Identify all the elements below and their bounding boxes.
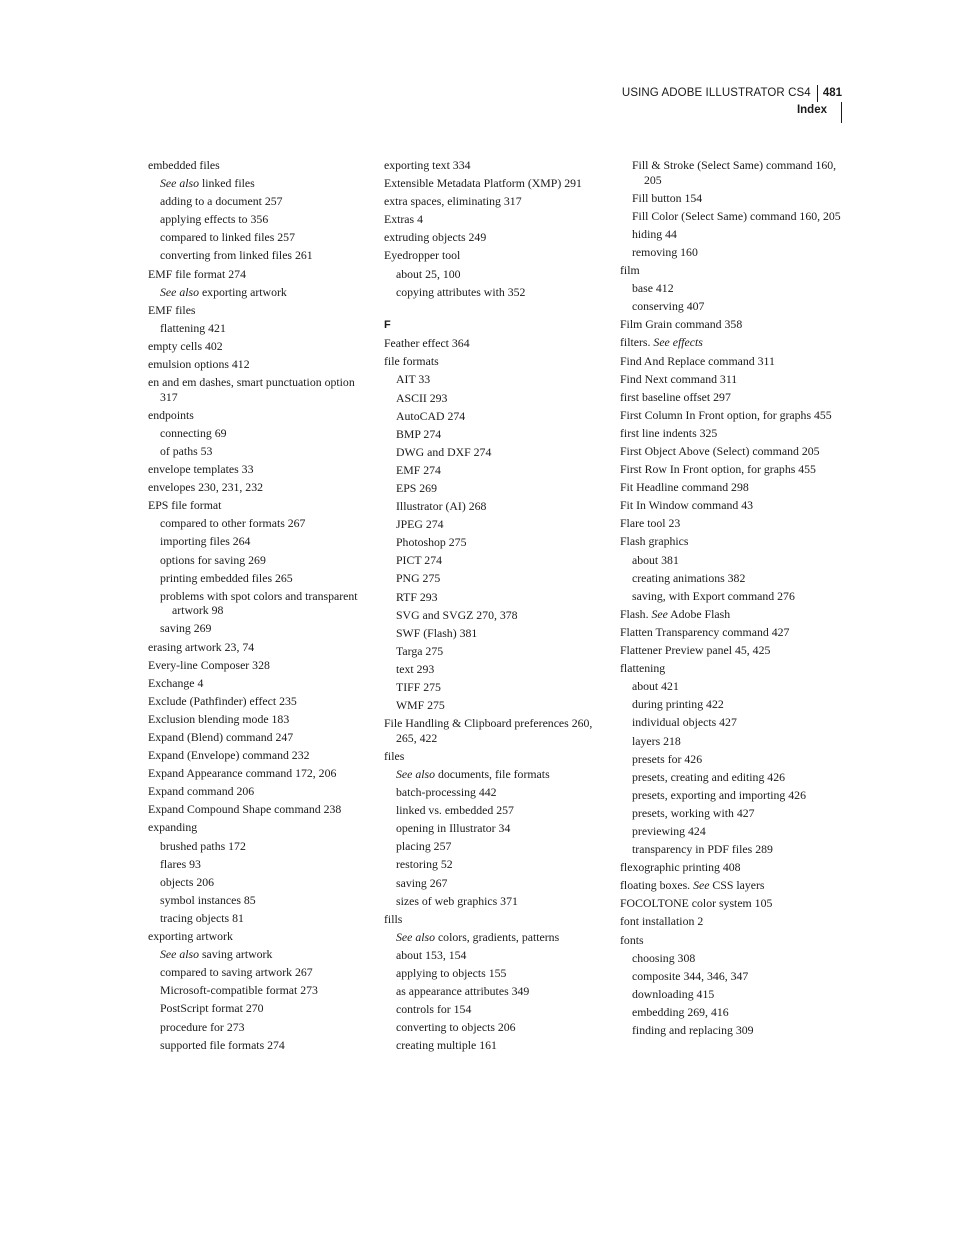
- index-entry: [620, 335, 848, 350]
- index-entry: Flare tool 23: [620, 516, 681, 531]
- entry-text: floating boxes.: [620, 878, 694, 893]
- index-subentry: creating multiple 161: [396, 1038, 497, 1053]
- entry-text: filters.: [620, 335, 654, 350]
- index-subentry: conserving 407: [632, 299, 705, 314]
- index-entry: FOCOLTONE color system 105: [620, 896, 773, 911]
- index-subentry: flattening 421: [160, 320, 226, 335]
- index-subentry: restoring 52: [396, 857, 453, 872]
- index-entry: extruding objects 249: [384, 230, 487, 245]
- index-subentry: brushed paths 172: [160, 838, 246, 853]
- entry-text: Flash.: [620, 606, 652, 621]
- index-subentry: RTF 293: [396, 589, 438, 604]
- index-subentry: hiding 44: [632, 226, 677, 241]
- index-subentry: symbol instances 85: [160, 892, 256, 907]
- index-subentry: problems with spot colors and transparent artwork 98: [160, 588, 358, 618]
- index-entry: Every-line Composer 328: [148, 657, 270, 672]
- index-subentry: Microsoft-compatible format 273: [160, 983, 318, 998]
- index-subentry: ASCII 293: [396, 390, 448, 405]
- index-entry: expanding: [148, 820, 198, 835]
- index-subentry: procedure for 273: [160, 1019, 245, 1034]
- index-subentry: finding and replacing 309: [632, 1023, 754, 1037]
- index-entry: EMF file format 274: [148, 266, 246, 281]
- see-target: CSS layers: [709, 878, 765, 893]
- index-subentry: flares 93: [160, 856, 201, 871]
- index-entry: [620, 878, 848, 893]
- index-entry: empty cells 402: [148, 338, 223, 353]
- index-entry: file formats: [384, 354, 439, 369]
- index-entry: fills: [384, 911, 403, 926]
- index-subentry: as appearance attributes 349: [396, 984, 530, 999]
- index-entry: Exchange 4: [148, 675, 204, 690]
- index-subentry: applying to objects 155: [396, 966, 507, 981]
- index-subentry: converting to objects 206: [396, 1020, 516, 1035]
- index-entry: envelope templates 33: [148, 462, 254, 477]
- index-entry: [620, 607, 848, 622]
- index-entry: First Column In Front option, for graphs 455: [620, 407, 832, 422]
- index-subentry: PostScript format 270: [160, 1001, 264, 1016]
- index-subentry: compared to saving artwork 267: [160, 965, 313, 980]
- see-label: See effects: [653, 335, 703, 350]
- index-entry: First Object Above (Select) command 205: [620, 444, 820, 458]
- index-subentry: tracing objects 81: [160, 910, 244, 925]
- index-entry: fonts: [620, 932, 644, 947]
- index-letter-heading: F: [384, 319, 391, 332]
- index-subentry: copying attributes with 352: [396, 284, 526, 299]
- index-subentry: compared to other formats 267: [160, 516, 306, 531]
- index-entry: emulsion options 412: [148, 357, 250, 372]
- index-subentry: BMP 274: [396, 426, 442, 441]
- index-entry: EMF files: [148, 302, 196, 317]
- index-column-3: [620, 158, 848, 1041]
- index-entry: flexographic printing 408: [620, 860, 741, 875]
- index-subentry: layers 218: [632, 733, 681, 748]
- index-subentry: applying effects to 356: [160, 212, 269, 227]
- entry-text: exporting artwork: [199, 284, 287, 299]
- index-subentry: TIFF 275: [396, 680, 441, 695]
- index-entry: Exclude (Pathfinder) effect 235: [148, 693, 297, 708]
- index-subentry: presets, working with 427: [632, 805, 755, 820]
- index-subentry: AutoCAD 274: [396, 408, 466, 423]
- index-subentry: Fill button 154: [632, 190, 703, 205]
- index-entry: Expand Compound Shape command 238: [148, 802, 342, 817]
- index-entry: Exclusion blending mode 183: [148, 711, 290, 726]
- index-subentry: SVG and SVGZ 270, 378: [396, 607, 518, 622]
- index-subentry: [148, 176, 368, 191]
- see-also-label: See also: [160, 947, 199, 962]
- index-entry: envelopes 230, 231, 232: [148, 480, 264, 495]
- index-subentry: embedding 269, 416: [632, 1004, 729, 1019]
- entry-text: linked files: [199, 176, 255, 191]
- index-subentry: during printing 422: [632, 697, 724, 712]
- index-subentry: options for saving 269: [160, 552, 266, 567]
- index-subentry: SWF (Flash) 381: [396, 625, 478, 640]
- index-entry: Extras 4: [384, 212, 423, 227]
- section-title: Index: [797, 102, 842, 123]
- index-subentry: sizes of web graphics 371: [396, 893, 518, 908]
- index-subentry: [148, 285, 368, 300]
- entry-text: colors, gradients, patterns: [435, 929, 560, 944]
- index-subentry: EPS 269: [396, 481, 437, 495]
- see-also-label: See also: [160, 284, 199, 299]
- index-entry: EPS file format: [148, 498, 222, 513]
- index-entry: Find And Replace command 311: [620, 353, 775, 368]
- index-subentry: WMF 275: [396, 698, 445, 713]
- index-entry: erasing artwork 23, 74: [148, 639, 255, 654]
- index-entry: en and em dashes, smart punctuation option 317: [148, 375, 355, 404]
- index-subentry: creating animations 382: [632, 570, 746, 585]
- index-entry: exporting artwork: [148, 929, 233, 944]
- page-number: 481: [817, 85, 842, 102]
- index-subentry: Illustrator (AI) 268: [396, 499, 487, 514]
- index-subentry: [384, 767, 609, 782]
- index-entry: Fit In Window command 43: [620, 498, 753, 513]
- index-entry: Film Grain command 358: [620, 317, 743, 332]
- index-entry: endpoints: [148, 407, 194, 422]
- see-also-label: See also: [160, 176, 199, 191]
- index-subentry: transparency in PDF files 289: [632, 842, 773, 857]
- index-subentry: about 25, 100: [396, 266, 461, 281]
- entry-text: saving artwork: [199, 947, 273, 962]
- index-entry: Fit Headline command 298: [620, 480, 749, 495]
- index-entry: Extensible Metadata Platform (XMP) 291: [384, 176, 582, 191]
- index-entry: Expand command 206: [148, 784, 255, 799]
- index-subentry: EMF 274: [396, 462, 441, 477]
- index-subentry: about 421: [632, 679, 679, 694]
- index-entry: Expand (Blend) command 247: [148, 730, 294, 744]
- index-entry: exporting text 334: [384, 158, 471, 172]
- see-also-label: See also: [396, 929, 435, 944]
- index-entry: first baseline offset 297: [620, 389, 731, 404]
- index-subentry: batch-processing 442: [396, 785, 497, 800]
- index-subentry: controls for 154: [396, 1002, 472, 1017]
- index-subentry: individual objects 427: [632, 715, 737, 730]
- index-subentry: saving 267: [396, 875, 448, 890]
- index-subentry: Fill Color (Select Same) command 160, 205: [632, 208, 841, 223]
- index-subentry: presets, exporting and importing 426: [632, 787, 806, 802]
- book-title: USING ADOBE ILLUSTRATOR CS4: [621, 87, 811, 99]
- see-label: See: [651, 606, 668, 621]
- index-subentry: saving, with Export command 276: [632, 588, 795, 603]
- index-subentry: saving 269: [160, 621, 212, 636]
- index-subentry: linked vs. embedded 257: [396, 803, 514, 818]
- index-subentry: base 412: [632, 281, 674, 296]
- index-entry: Expand Appearance command 172, 206: [148, 766, 337, 781]
- index-subentry: about 153, 154: [396, 947, 467, 962]
- see-also-label: See also: [396, 767, 435, 781]
- index-subentry: text 293: [396, 661, 435, 676]
- index-entry: first line indents 325: [620, 425, 718, 440]
- index-entry: File Handling & Clipboard preferences 260, 265, 422: [384, 716, 593, 745]
- index-subentry: opening in Illustrator 34: [396, 821, 511, 836]
- header-title-line: [622, 85, 842, 102]
- index-subentry: PICT 274: [396, 553, 442, 568]
- header-section-line: [622, 102, 842, 123]
- index-subentry: previewing 424: [632, 823, 706, 838]
- index-subentry: Photoshop 275: [396, 535, 467, 550]
- index-subentry: JPEG 274: [396, 517, 444, 532]
- index-subentry: about 381: [632, 552, 679, 567]
- index-entry: Flash graphics: [620, 534, 689, 549]
- index-subentry: removing 160: [632, 244, 698, 259]
- index-subentry: choosing 308: [632, 950, 696, 965]
- index-subentry: composite 344, 346, 347: [632, 968, 749, 983]
- index-column-2: [384, 158, 609, 1057]
- index-entry: extra spaces, eliminating 317: [384, 194, 522, 209]
- index-subentry: downloading 415: [632, 986, 715, 1001]
- index-subentry: [148, 947, 368, 962]
- index-entry: Flattener Preview panel 45, 425: [620, 643, 771, 658]
- index-subentry: adding to a document 257: [160, 194, 283, 209]
- index-entry: Feather effect 364: [384, 336, 470, 351]
- index-subentry: objects 206: [160, 874, 215, 889]
- index-subentry: converting from linked files 261: [160, 248, 313, 263]
- index-subentry: Targa 275: [396, 643, 444, 658]
- index-entry: Find Next command 311: [620, 371, 738, 386]
- index-entry: files: [384, 748, 405, 763]
- index-subentry: supported file formats 274: [160, 1037, 285, 1052]
- see-label: See: [693, 878, 710, 893]
- index-subentry: Fill & Stroke (Select Same) command 160, 205: [632, 158, 837, 187]
- index-subentry: placing 257: [396, 839, 452, 854]
- index-entry: Flatten Transparency command 427: [620, 624, 790, 639]
- index-entry: flattening: [620, 661, 666, 676]
- see-target: Adobe Flash: [667, 606, 731, 621]
- index-subentry: AIT 33: [396, 372, 431, 387]
- index-subentry: [384, 930, 609, 945]
- index-entry: font installation 2: [620, 914, 704, 929]
- index-subentry: DWG and DXF 274: [396, 444, 492, 459]
- entry-text: documents, file formats: [435, 767, 550, 781]
- index-subentry: of paths 53: [160, 444, 213, 458]
- index-column-1: [148, 158, 368, 1056]
- index-entry: Eyedropper tool: [384, 248, 461, 263]
- index-entry: film: [620, 263, 640, 278]
- index-subentry: importing files 264: [160, 534, 251, 549]
- index-subentry: PNG 275: [396, 571, 441, 586]
- running-header: [622, 85, 842, 123]
- index-subentry: presets for 426: [632, 751, 703, 766]
- index-subentry: connecting 69: [160, 425, 227, 440]
- index-subentry: compared to linked files 257: [160, 230, 295, 245]
- index-subentry: printing embedded files 265: [160, 570, 293, 585]
- index-entry: embedded files: [148, 158, 220, 172]
- index-entry: First Row In Front option, for graphs 455: [620, 462, 816, 477]
- index-subentry: presets, creating and editing 426: [632, 769, 785, 784]
- index-entry: Expand (Envelope) command 232: [148, 748, 310, 763]
